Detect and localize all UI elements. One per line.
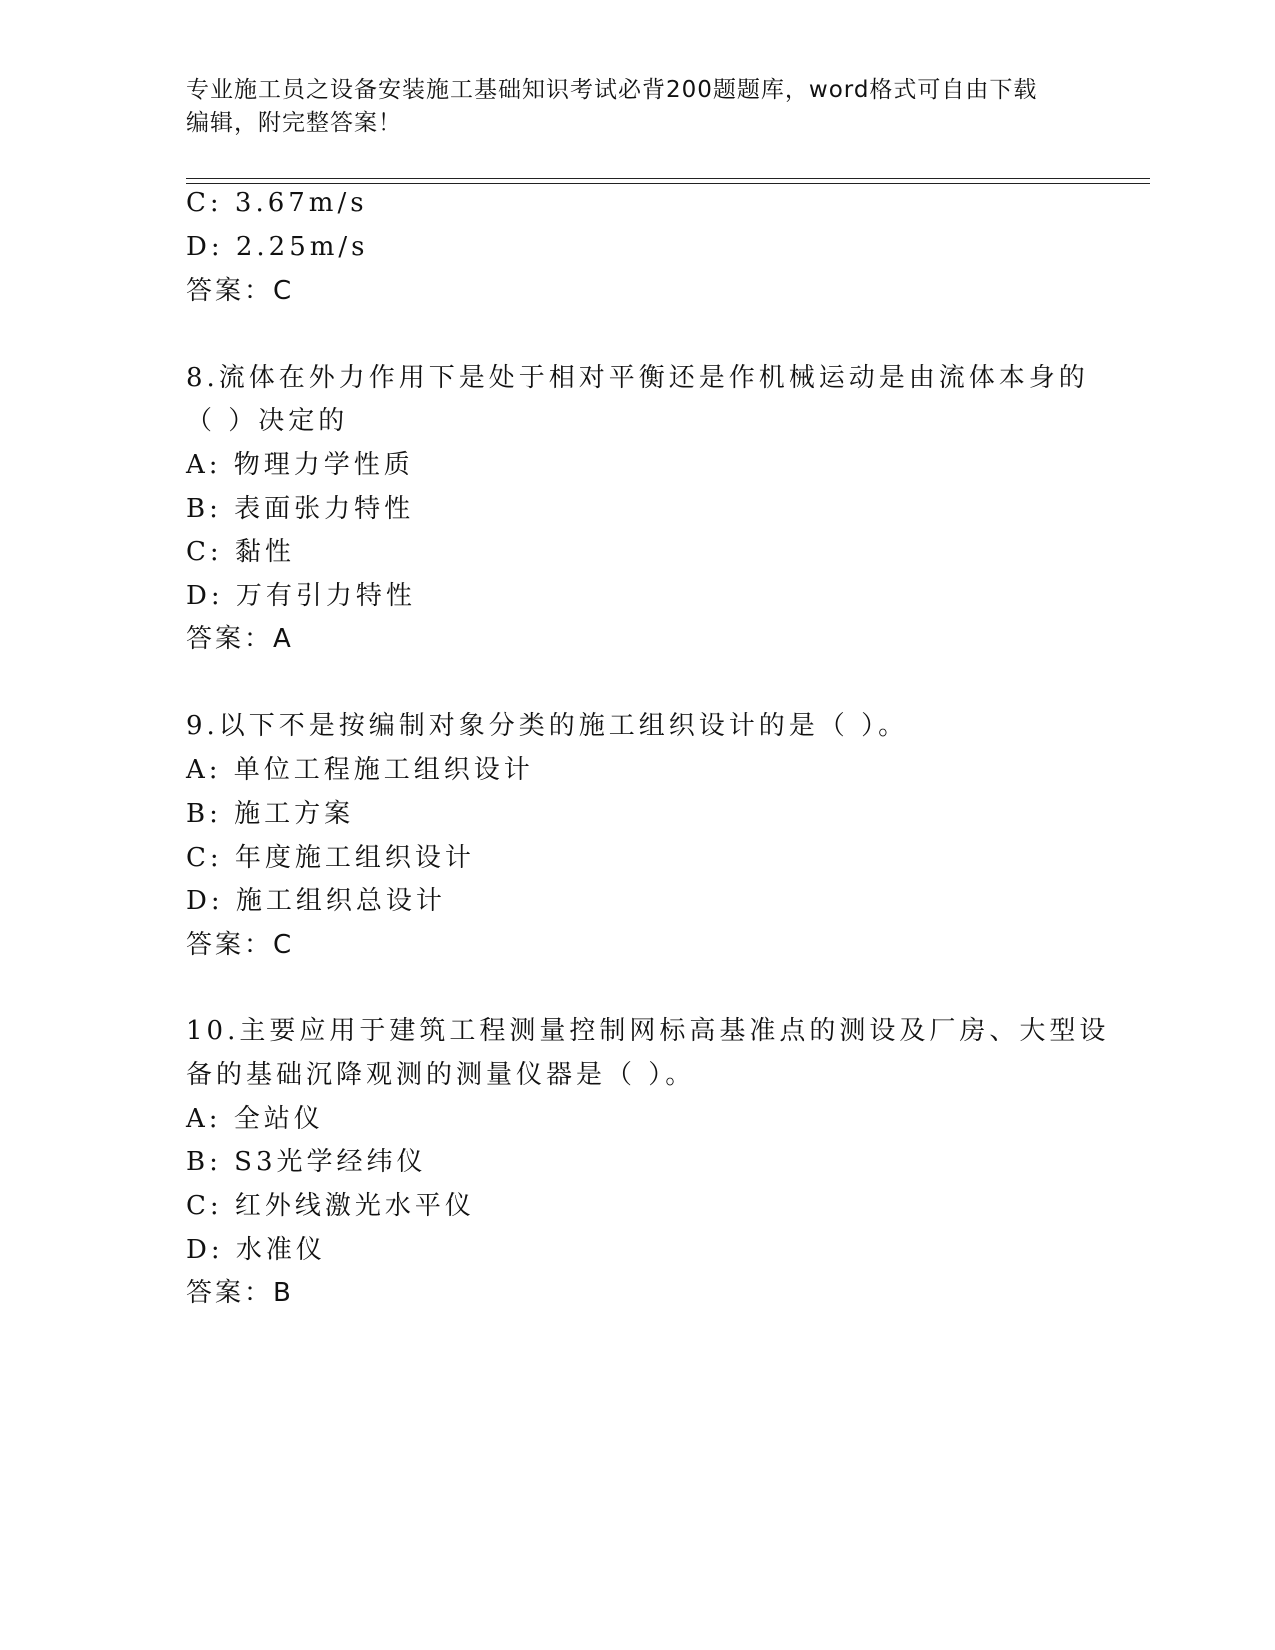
q10-stem-line-1: 10.主要应用于建筑工程测量控制网标高基准点的测设及厂房、大型设 [186,1016,1110,1046]
document-header [186,74,1086,140]
q9-stem-line-1: 9.以下不是按编制对象分类的施工组织设计的是（ ）。 [186,711,909,741]
prev-option-d: D: 2.25m/s [186,232,369,262]
header-divider-top [186,178,1150,179]
header-title-line-1: 专业施工员之设备安装施工基础知识考试必背200题题库，word格式可自由下载 [186,77,1038,103]
header-divider-bottom [186,183,1150,184]
q10-option-c: C: 红外线激光水平仪 [186,1191,475,1221]
q8-stem-line-2: （ ）决定的 [186,406,349,436]
q8-option-d: D: 万有引力特性 [186,581,416,611]
q8-option-c: C: 黏性 [186,537,295,567]
q10-option-a: A: 全站仪 [186,1104,324,1134]
q9-answer: 答案：C [186,930,295,960]
q8-option-b: B: 表面张力特性 [186,494,415,524]
q9-option-d: D: 施工组织总设计 [186,886,446,916]
q10-answer: 答案：B [186,1278,294,1308]
q10-stem-line-2: 备的基础沉降观测的测量仪器是（ ）。 [186,1060,696,1090]
q9-option-c: C: 年度施工组织设计 [186,843,475,873]
q8-answer: 答案：A [186,624,294,654]
q10-option-d: D: 水准仪 [186,1235,326,1265]
prev-option-c: C: 3.67m/s [186,188,368,218]
q9-option-a: A: 单位工程施工组织设计 [186,755,534,785]
q8-stem-line-1: 8.流体在外力作用下是处于相对平衡还是作机械运动是由流体本身的 [186,363,1089,393]
q9-option-b: B: 施工方案 [186,799,355,829]
q8-option-a: A: 物理力学性质 [186,450,414,480]
prev-answer: 答案：C [186,276,295,306]
q10-option-b: B: S3光学经纬仪 [186,1147,427,1177]
header-title-line-2: 编辑，附完整答案！ [186,110,402,136]
